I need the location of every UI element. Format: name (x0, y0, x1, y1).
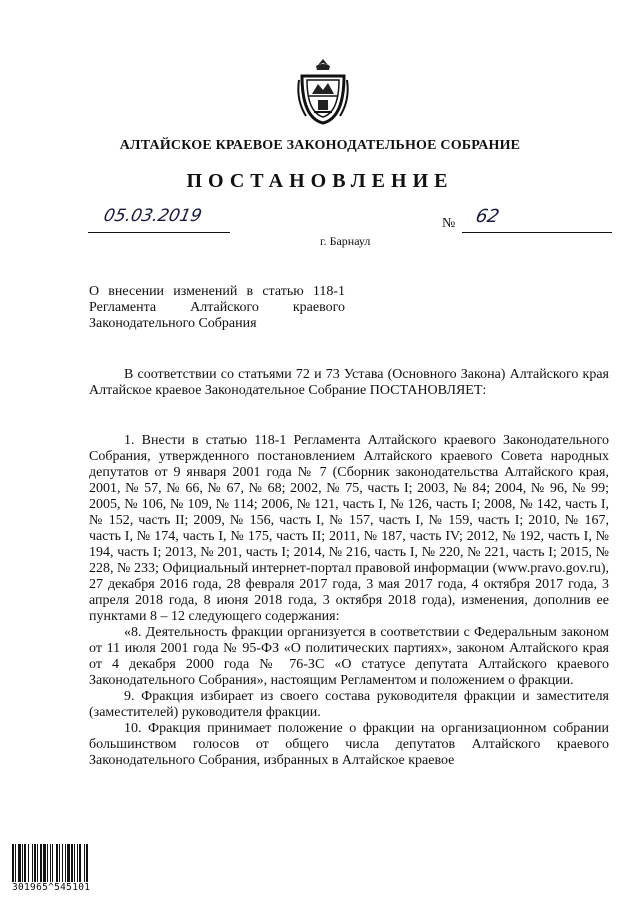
document-date: 05.03.2019 (101, 206, 204, 226)
document-number: 62 (473, 206, 502, 227)
barcode-number: 301965^545101 (12, 882, 91, 893)
document-subject: О внесении изменений в статью 118-1 Регламента Алтайского краевого Законодательного Собрания (89, 284, 345, 331)
preamble-text: В соответствии со статьями 72 и 73 Устава (Основного Закона) Алтайского края Алтайское краевое Законодательное Собрание ПОСТАНОВЛЯЕТ: (89, 367, 609, 398)
city: г. Барнаул (320, 234, 371, 248)
paragraph-4: 10. Фракция принимает положение о фракции на организационном собрании большинством голосов от общего числа депутатов Алтайского краевого Законодательного Собрания, избранных в Алтайское краевое (89, 721, 609, 768)
barcode-icon (12, 844, 120, 882)
document-type-title: ПОСТАНОВЛЕНИЕ (186, 170, 454, 192)
number-label: № (442, 216, 456, 231)
paragraph-3: 9. Фракция избирает из своего состава руководителя фракции и заместителя (заместителей) руководителя фракции. (89, 689, 609, 720)
organization-title: АЛТАЙСКОЕ КРАЕВОЕ ЗАКОНОДАТЕЛЬНОЕ СОБРАНИЕ (119, 138, 521, 153)
coat-of-arms-icon (296, 56, 350, 126)
paragraph-1: 1. Внести в статью 118-1 Регламента Алтайского краевого Законодательного Собрания, утвержденного постановлением Алтайского краевого Совета народных депутатов от 9 января 2001 года № 7 (Сборник законодательства Алтайского края, 2001, № 57, № 66, № 67, № 68; 2002, № 75, часть I; 2003, № 84; 2004, № 96, № 99; 2005, № 106, № 109, № 114; 2006, № 121, часть I, № 126, часть I; 2008, № 142, часть I, № 152, часть II; 2009, № 156, часть I, № 157, часть I, № 159, часть I; 2010, № 167, часть I, № 174, часть I, № 175, часть II; 2011, № 187, часть IV; 2012, № 192, часть I, № 194, часть I; 2013, № 201, часть I; 2014, № 216, часть I, № 220, № 221, часть I; 2015, № 228, № 233; Официальный интернет-портал правовой информации (www.pravo.gov.ru), 27 декабря 2016 года, 28 февраля 2017 года, 3 мая 2017 года, 4 октября 2017 года, 3 апреля 2018 года, 8 июня 2018 года, 3 октября 2018 года), изменения, дополнив ее пунктами 8 – 12 следующего содержания: (89, 433, 609, 624)
paragraph-2: «8. Деятельность фракции организуется в соответствии с Федеральным законом от 11 июля 2001 года № 95-ФЗ «О политических партиях», законом Алтайского края от 4 декабря 2000 года № 76-ЗС «О статусе депутата Алтайского краевого Законодательного Собрания», настоящим Регламентом и положением о фракции. (89, 625, 609, 688)
document-body (89, 433, 609, 769)
preamble (89, 367, 609, 399)
